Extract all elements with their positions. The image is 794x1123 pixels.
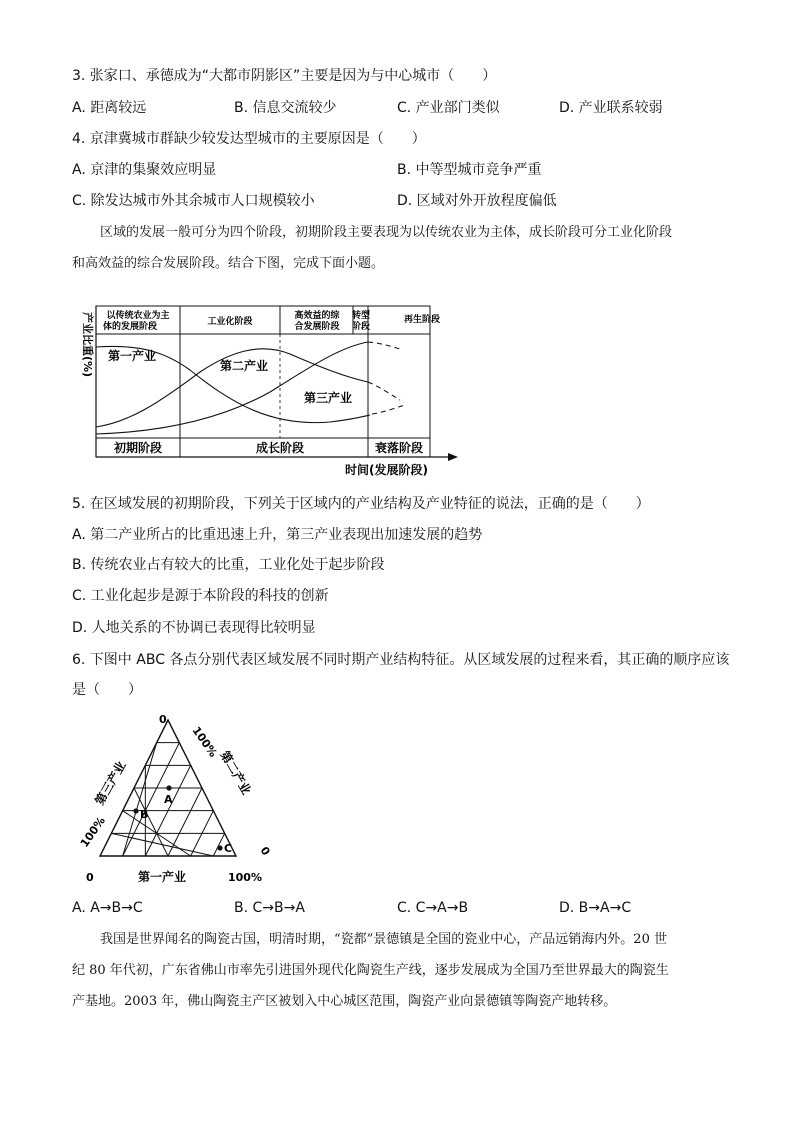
q4-option-a[interactable]: A. 京津的集聚效应明显: [72, 162, 217, 178]
q6-option-a[interactable]: A. A→B→C: [72, 900, 143, 916]
point-a-marker: [166, 785, 171, 790]
tick-bottom-right: 100%: [228, 871, 262, 884]
q4-option-b[interactable]: B. 中等型城市竞争严重: [397, 162, 542, 178]
ternary-grid-line: [213, 833, 224, 856]
point-a-label: A: [164, 793, 173, 806]
ternary-grid-line: [168, 788, 202, 856]
bottom-stage-3: 衰落阶段: [374, 441, 424, 455]
tick-top: 0: [159, 713, 167, 726]
q5-option-b[interactable]: B. 传统农业占有较大的比重，工业化处于起步阶段: [72, 557, 385, 573]
q5-option-d[interactable]: D. 人地关系的不协调已表现得比较明显: [72, 620, 316, 636]
q3-option-d[interactable]: D. 产业联系较弱: [559, 100, 663, 116]
curve-label-tertiary: 第三产业: [304, 391, 353, 405]
top-stage-1-line2: 体的发展阶段: [102, 322, 158, 332]
tick-right-bottom: 0: [257, 844, 273, 858]
intro2-line3: 产基地。2003 年，佛山陶瓷主产区被划入中心城区范围，陶瓷产业向景德镇等陶瓷产地转移。: [72, 994, 617, 1009]
ternary-figure: [70, 708, 280, 888]
q3-option-b[interactable]: B. 信息交流较少: [234, 100, 337, 116]
axis-bottom-label: 第一产业: [138, 870, 187, 884]
q4-stem: 4. 京津冀城市群缺少较发达型城市的主要原因是（ ）: [72, 131, 426, 147]
top-stage-4-line2: 阶段: [351, 322, 371, 332]
axis-left-label: 第三产业: [92, 758, 129, 808]
q6-option-c[interactable]: C. C→A→B: [397, 900, 469, 916]
intro2-line1: 我国是世界闻名的陶瓷古国，明清时期，“瓷都”景德镇是全国的瓷业中心，产品远销海内外。20 世: [100, 932, 667, 947]
top-stage-2: 工业化阶段: [207, 317, 253, 327]
tick-right-top: 100%: [189, 724, 220, 760]
q6-option-d[interactable]: D. B→A→C: [559, 900, 632, 916]
intro2-line2: 纪 80 年代初，广东省佛山市率先引进国外现代化陶瓷生产线，逐步发展成为全国乃至世界最大的陶瓷生: [72, 963, 669, 978]
q6-stem-line1: 6. 下图中 ABC 各点分别代表区域发展不同时期产业结构特征。从区域发展的过程来看，其正确的顺序应该: [72, 652, 730, 668]
curve-label-primary: 第一产业: [108, 349, 157, 363]
fig1-ylabel: 产业比重(%): [81, 312, 94, 378]
q3-stem: 3. 张家口、承德成为“大都市阴影区”主要是因为与中心城市（ ）: [72, 68, 497, 84]
q5-stem: 5. 在区域发展的初期阶段，下列关于区域内的产业结构及产业特征的说法，正确的是（ ）: [72, 496, 650, 512]
axis-right-label: 第二产业: [217, 748, 254, 798]
point-c-label: C: [224, 842, 233, 855]
q6-stem-line2: 是（ ）: [72, 682, 142, 698]
top-stage-3-line2: 合发展阶段: [294, 322, 340, 332]
bottom-stage-1: 初期阶段: [113, 441, 163, 455]
top-stage-5: 再生阶段: [403, 315, 441, 325]
stage-figure: [70, 292, 460, 480]
q3-option-a[interactable]: A. 距离较远: [72, 100, 147, 116]
point-b-label: B: [140, 808, 149, 821]
intro1-line1: 区域的发展一般可分为四个阶段，初期阶段主要表现为以传统农业为主体，成长阶段可分工业化阶段: [100, 225, 673, 240]
fig1-xlabel: 时间(发展阶段): [345, 463, 428, 477]
top-stage-1-line1: 以传统农业为主: [106, 311, 170, 321]
q6-option-b[interactable]: B. C→B→A: [234, 900, 305, 916]
q3-option-c[interactable]: C. 产业部门类似: [397, 100, 500, 116]
bottom-stage-2: 成长阶段: [255, 441, 305, 455]
tick-left-bottom: 100%: [77, 814, 108, 850]
point-b-marker: [133, 808, 138, 813]
q5-option-a[interactable]: A. 第二产业所占的比重迅速上升，第三产业表现出加速发展的趋势: [72, 527, 483, 543]
top-stage-4-line1: 转型: [351, 311, 371, 321]
q4-option-c[interactable]: C. 除发达城市外其余城市人口规模较小: [72, 193, 315, 209]
q5-option-c[interactable]: C. 工业化起步是源于本阶段的科技的创新: [72, 588, 329, 604]
intro1-line2: 和高效益的综合发展阶段。结合下图，完成下面小题。: [72, 256, 385, 271]
top-stage-3-line1: 高效益的综: [294, 311, 340, 321]
tick-bottom-left: 0: [86, 871, 94, 884]
point-c-marker: [217, 845, 222, 850]
curve-label-secondary: 第二产业: [220, 359, 269, 373]
q4-option-d[interactable]: D. 区域对外开放程度偏低: [397, 193, 557, 209]
